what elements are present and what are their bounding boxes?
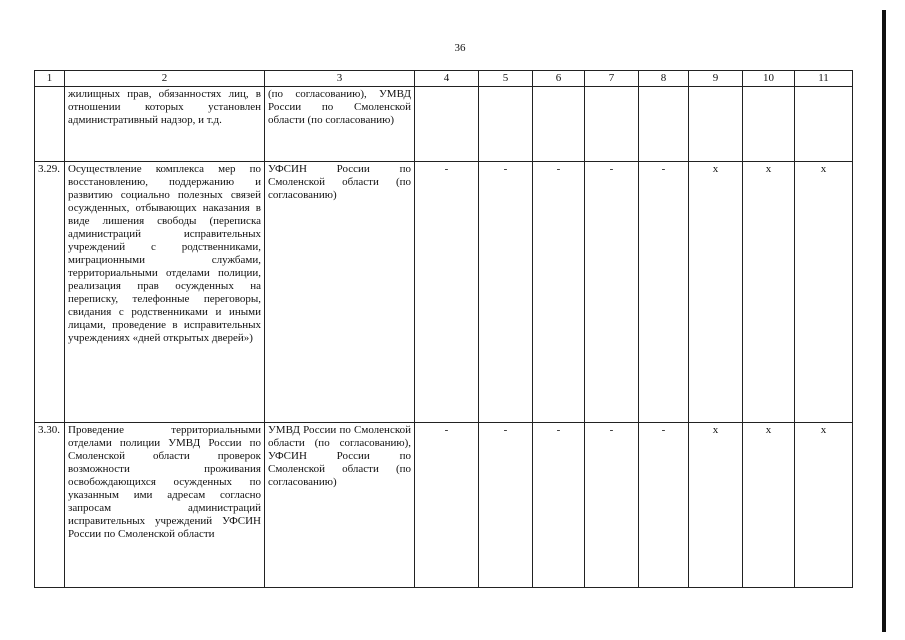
cell-col-9: х [689,162,743,423]
header-col-5: 5 [479,71,533,87]
table-row-3-30 [35,423,853,588]
cell-col-11: х [795,423,853,588]
cell-col-7: - [585,423,639,588]
header-col-8: 8 [639,71,689,87]
header-col-6: 6 [533,71,585,87]
header-col-1: 1 [35,71,65,87]
plan-table [34,70,853,588]
header-col-11: 11 [795,71,853,87]
cell-col-4 [415,87,479,162]
cell-col-8: - [639,423,689,588]
page-number: 36 [454,42,466,54]
cell-col-6: - [533,162,585,423]
cell-col-8: - [639,162,689,423]
activity-cell: Осуществление комплекса мер по восстановлению, поддержанию и развитию социально полезных связей осужденных, отбывающих наказания в виде лишения свободы (переписка администраций исправительных учреждений с родственниками, миграционными службами, территориальными отделами полиции, реализация прав осужденных на переписку, телефонные переговоры, свидания с родственниками и иными лицами, проведение в исправительных учреждениях «дней открытых дверей») [65,162,265,423]
cell-col-5 [479,87,533,162]
header-col-2: 2 [65,71,265,87]
table-row-continuation [35,87,853,162]
executor-cell: (по согласованию), УМВД России по Смоленской области (по согласованию) [265,87,415,162]
cell-col-5: - [479,423,533,588]
cell-col-6: - [533,423,585,588]
cell-col-7: - [585,162,639,423]
cell-col-7 [585,87,639,162]
cell-col-11 [795,87,853,162]
cell-col-9 [689,87,743,162]
cell-col-6 [533,87,585,162]
cell-col-8 [639,87,689,162]
cell-col-10: х [743,162,795,423]
cell-col-10: х [743,423,795,588]
executor-cell: УФСИН России по Смоленской области (по согласованию) [265,162,415,423]
table-header-row [35,71,853,87]
cell-col-10 [743,87,795,162]
header-col-4: 4 [415,71,479,87]
cell-col-5: - [479,162,533,423]
row-number [35,87,65,162]
page-edge-bar [882,10,886,632]
activity-cell: Проведение территориальными отделами полиции УМВД России по Смоленской области проверок возможности проживания освобождающихся осужденных по указанным ими адресам согласно запросам администраций исправительных учреждений УФСИН России по Смоленской области [65,423,265,588]
cell-col-4: - [415,423,479,588]
row-number: 3.30. [35,423,65,588]
executor-cell: УМВД России по Смоленской области (по согласованию), УФСИН России по Смоленской области (по согласованию) [265,423,415,588]
header-col-7: 7 [585,71,639,87]
row-number: 3.29. [35,162,65,423]
cell-col-4: - [415,162,479,423]
cell-col-9: х [689,423,743,588]
header-col-10: 10 [743,71,795,87]
header-col-3: 3 [265,71,415,87]
activity-cell: жилищных прав, обязанностях лиц, в отношении которых установлен административный надзор, и т.д. [65,87,265,162]
header-col-9: 9 [689,71,743,87]
cell-col-11: х [795,162,853,423]
table-row-3-29 [35,162,853,423]
